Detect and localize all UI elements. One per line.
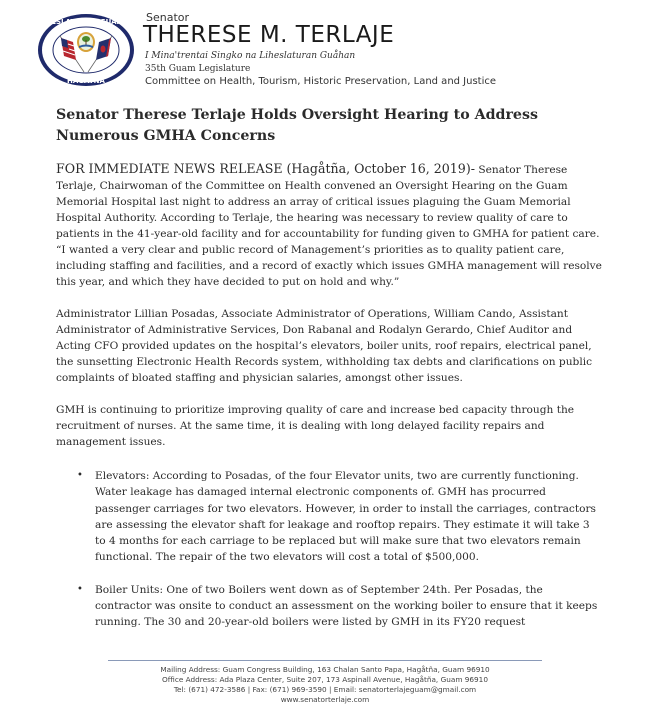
office-address: Office Address: Ada Plaza Center, Suite 207, 173 Aspinall Avenue, Hagåtña, Guam 96910 — [162, 675, 488, 684]
press-release-body — [56, 105, 602, 647]
senator-label: Senator — [146, 11, 190, 24]
body-paragraph: Administrator Lillian Posadas, Associate Administrator of Operations, William Cando, Assistant Administrator of Administrative Services, Don Rabanal and Rodalyn Gerardo, Chief Auditor and Acting CFO provided updates on the hospital’s elevators, boiler units, roof repairs, electrical panel, the sunsetting Electronic Health Records system, withholding tax debts and clarifications on public complaints of bloated staffing and physician salaries, amongst other issues. — [56, 308, 593, 384]
footer — [108, 660, 542, 705]
issues-list — [56, 468, 602, 631]
letterhead — [0, 0, 650, 100]
mailing-address: Mailing Address: Guam Congress Building, 163 Chalan Santo Papa, Hagåtña, Guam 96910 — [160, 665, 490, 674]
svg-text:★: ★ — [44, 52, 49, 57]
legislature-number: 35th Guam Legislature — [145, 64, 251, 74]
letterhead-text — [143, 12, 496, 87]
contact-info: Tel: (671) 472-3586 | Fax: (671) 969-3590 | Email: senatorterlajeguam@gmail.com — [173, 685, 477, 694]
list-item-text: Boiler Units: One of two Boilers went down as of September 24th. Per Posadas, the contractor was onsite to conduct an assessment on the working boiler to ensure that it keeps running. The 30 and 20-year-old boilers were listed by GMH in its FY20 request — [95, 583, 598, 629]
body-paragraph: GMH is continuing to prioritize improving quality of care and increase bed capacity through the recruitment of nurses. At the same time, it is dealing with long delayed facility repairs and management issues. — [56, 404, 575, 448]
list-item-text: Elevators: According to Posadas, of the four Elevator units, two are currently functioning. Water leakage has damaged internal electronic components of. GMH has procurred passenger carriages for two elevators. However, in order to install the carriages, contractors are assessing the elevator shaft for leakage and rooftop repairs. They estimate it will take 3 to 4 months for each carriage to be replaced but will make sure that two elevators remain functional. The repair of the two elevators will cost a total of $500,000. — [95, 470, 596, 564]
committee-name: Committee on Health, Tourism, Historic Preservation, Land and Justice — [145, 76, 497, 87]
svg-text:★: ★ — [124, 52, 129, 57]
press-release-title: Senator Therese Terlaje Holds Oversight Hearing to Address Numerous GMHA Concerns — [56, 107, 538, 144]
seal-top-text: LIHESLATURAN GUAHAN — [38, 18, 134, 26]
legislature-seal-icon — [36, 12, 136, 88]
legislature-chamorro-name: I Mina'trentai Singko na Liheslaturan Guåhan — [145, 51, 356, 61]
bullet-icon: • — [77, 583, 83, 595]
guam-emblem-icon — [77, 32, 95, 52]
lead-paragraph — [56, 161, 602, 290]
bullet-icon: • — [77, 470, 83, 481]
footer-divider — [108, 660, 542, 661]
senator-name: THERESE M. TERLAJE — [143, 22, 395, 48]
release-dateline: FOR IMMEDIATE NEWS RELEASE (Hagåtña, October 16, 2019)- — [56, 161, 475, 176]
website-link[interactable]: www.senatorterlaje.com — [280, 695, 370, 704]
lead-text: Senator Therese Terlaje, Chairwoman of the Committee on Health convened an Oversight Hearing on the Guam Memorial Hospital last night to address an array of critical issues plaguing the Guam Memorial Hospital Authority. According to Terlaje, the hearing was necessary to review quality of care to patients in the 41-year-old facility and for accountability for funding given to GMHA for patient care. “I wanted a very clear and public record of Management’s priorities as to quality patient care, including staffing and facilities, and a record of exactly which issues GMHA management will resolve this year, and which they have decided to put on hold and why.” — [56, 164, 602, 288]
list-item-elevators — [56, 468, 602, 566]
seal-bottom-text: HAGATNA — [67, 77, 105, 85]
list-item-boilers — [56, 582, 602, 631]
